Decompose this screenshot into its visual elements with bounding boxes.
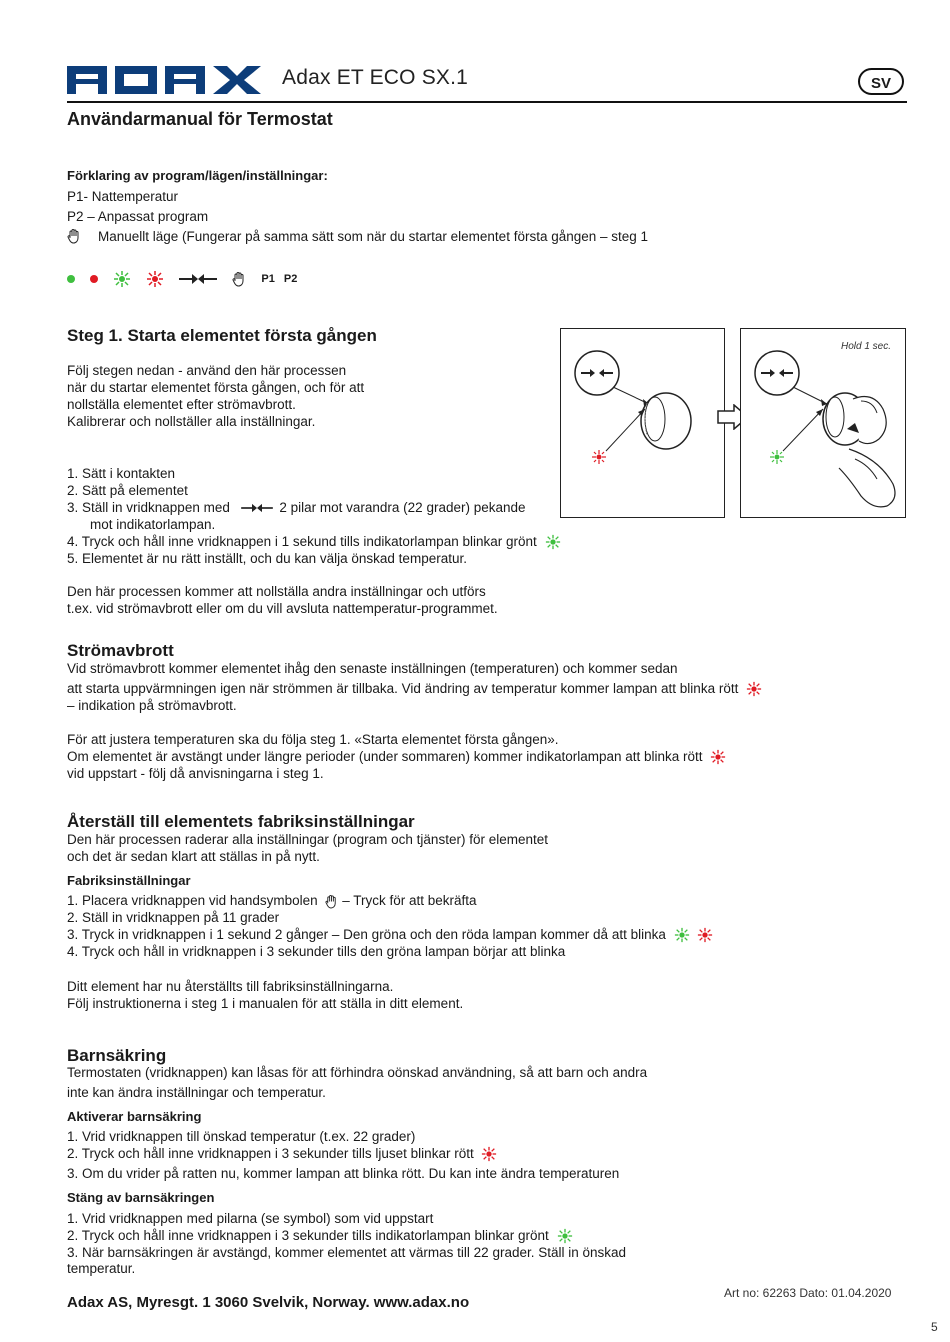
red-flash-icon [697, 927, 713, 943]
child-deactivate-1: 1. Vrid vridknappen med pilarna (se symbol) som vid uppstart [67, 1211, 434, 1226]
arrows-facing-icon [238, 503, 276, 513]
step1-outro-2: t.ex. vid strömavbrott eller om du vill avsluta nattemperatur-programmet. [67, 601, 498, 616]
model-name: Adax ET ECO SX.1 [282, 66, 469, 89]
power-line-5-text: Om elementet är avstängt under längre perioder (under sommaren) kommer indikatorlampan att blinka rött [67, 749, 703, 764]
child-activate-2-text: 2. Tryck och håll inne vridknappen i 3 sekunder tills ljuset blinkar rött [67, 1146, 474, 1161]
arrows-facing-icon [179, 273, 217, 285]
step1-item-3-text-a: 3. Ställ in vridknappen med [67, 500, 230, 515]
step1-item-1: 1. Sätt i kontakten [67, 466, 176, 481]
hand-icon [325, 894, 338, 909]
step1-intro-1: Följ stegen nedan - använd den här processen [67, 363, 347, 378]
legend-p1: P1- Nattemperatur [67, 189, 179, 204]
illustration-hold-knob [740, 328, 906, 518]
factory-subheading: Fabriksinställningar [67, 873, 191, 888]
step1-item-4 [67, 533, 561, 550]
p2-icon: P2 [283, 273, 298, 285]
power-line-5 [67, 748, 726, 765]
step1-item-3-text-b: 2 pilar mot varandra (22 grader) pekande [279, 500, 526, 515]
child-deactivate-2 [67, 1227, 573, 1244]
child-activate-heading: Aktiverar barnsäkring [67, 1109, 202, 1124]
power-line-2-text: att starta uppvärmningen igen när strömmen är tillbaka. Vid ändring av temperatur kommer lampan att blinka rött [67, 681, 739, 696]
hand-icon [67, 228, 81, 249]
power-line-3: – indikation på strömavbrott. [67, 698, 237, 713]
factory-outro-1: Ditt element har nu återställts till fabriksinställningarna. [67, 979, 394, 994]
adax-logo [67, 66, 262, 99]
power-line-2 [67, 680, 762, 697]
hand-icon [232, 271, 246, 287]
step1-item-2: 2. Sätt på elementet [67, 483, 188, 498]
indicator-icon-row [67, 270, 309, 290]
child-intro-2: inte kan ändra inställningar och temperatur. [67, 1085, 326, 1100]
power-line-6: vid uppstart - följ då anvisningarna i steg 1. [67, 766, 324, 781]
page-number: 5 [931, 1320, 938, 1334]
step1-intro-4: Kalibrerar och nollställer alla inställningar. [67, 414, 316, 429]
header-rule [67, 101, 907, 103]
legend-p2: P2 – Anpassat program [67, 209, 209, 224]
step1-item-3 [67, 499, 526, 516]
step1-heading: Steg 1. Starta elementet första gången [67, 326, 377, 345]
legend-heading: Förklaring av program/lägen/inställningar: [67, 168, 328, 183]
step1-intro-2: när du startar elementet första gången, och för att [67, 380, 365, 395]
p1-icon: P1 [261, 273, 275, 285]
green-flash-icon [674, 927, 690, 943]
factory-item-1-text-a: 1. Placera vridknappen vid handsymbolen [67, 893, 318, 908]
child-activate-2 [67, 1145, 497, 1162]
red-dot-icon [90, 275, 98, 283]
red-flash-icon [146, 270, 164, 288]
company-address: Adax AS, Myresgt. 1 3060 Svelvik, Norway. www.adax.no [67, 1294, 470, 1311]
green-dot-icon [67, 275, 75, 283]
factory-item-3 [67, 926, 713, 943]
power-heading: Strömavbrott [67, 641, 174, 660]
child-deactivate-3-cont: temperatur. [67, 1261, 136, 1276]
child-deactivate-2-text: 2. Tryck och håll inne vridknappen i 3 sekunder tills indikatorlampan blinkar grönt [67, 1228, 549, 1243]
power-line-1: Vid strömavbrott kommer elementet ihåg den senaste inställningen (temperaturen) och kommer sedan [67, 661, 678, 676]
article-info: Art no: 62263 Dato: 01.04.2020 [724, 1286, 892, 1300]
red-flash-icon [746, 681, 762, 697]
power-line-4: För att justera temperaturen ska du följa steg 1. «Starta elementet första gången». [67, 732, 559, 747]
language-badge: SV [858, 68, 904, 95]
step1-item-4-text: 4. Tryck och håll inne vridknappen i 1 sekund tills indikatorlampan blinkar grönt [67, 534, 537, 549]
red-flash-icon [481, 1146, 497, 1162]
step1-item-5: 5. Elementet är nu rätt inställt, och du kan välja önskad temperatur. [67, 551, 467, 566]
factory-heading: Återställ till elementets fabriksinställningar [67, 812, 415, 831]
figure-note: Hold 1 sec. [841, 341, 892, 352]
child-activate-1: 1. Vrid vridknappen till önskad temperatur (t.ex. 22 grader) [67, 1129, 416, 1144]
green-flash-icon [545, 534, 561, 550]
factory-intro-1: Den här processen raderar alla inställningar (program och tjänster) för elementet [67, 832, 548, 847]
factory-item-2: 2. Ställ in vridknappen på 11 grader [67, 910, 280, 925]
factory-item-4: 4. Tryck och håll in vridknappen i 3 sekunder tills den gröna lampan börjar att blinka [67, 944, 566, 959]
step1-intro-3: nollställa elementet efter strömavbrott. [67, 397, 296, 412]
child-deactivate-3: 3. När barnsäkringen är avstängd, kommer elementet att värmas till 22 grader. Ställ in önskad [67, 1245, 627, 1260]
legend-manual: Manuellt läge (Fungerar på samma sätt som när du startar elementet första gången – steg 1 [98, 229, 649, 244]
factory-item-1 [67, 892, 477, 909]
factory-item-3-text: 3. Tryck in vridknappen i 1 sekund 2 gånger – Den gröna och den röda lampan kommer då att blinka [67, 927, 666, 942]
child-intro-1: Termostaten (vridknappen) kan låsas för att förhindra oönskad användning, så att barn och andra [67, 1065, 648, 1080]
factory-intro-2: och det är sedan klart att ställas in på nytt. [67, 849, 320, 864]
red-flash-icon [710, 749, 726, 765]
page-title: Användarmanual för Termostat [67, 109, 333, 129]
illustration-knob-set [560, 328, 725, 518]
factory-outro-2: Följ instruktionerna i steg 1 i manualen för att ställa in ditt element. [67, 996, 464, 1011]
child-activate-3: 3. Om du vrider på ratten nu, kommer lampan att blinka rött. Du kan inte ändra temperaturen [67, 1166, 620, 1181]
step1-outro-1: Den här processen kommer att nollställa andra inställningar och utförs [67, 584, 486, 599]
step1-item-3-cont: mot indikatorlampan. [90, 517, 216, 532]
green-flash-icon [557, 1228, 573, 1244]
child-heading: Barnsäkring [67, 1046, 167, 1065]
factory-item-1-text-b: – Tryck för att bekräfta [342, 893, 477, 908]
green-flash-icon [113, 270, 131, 288]
child-deactivate-heading: Stäng av barnsäkringen [67, 1190, 215, 1205]
